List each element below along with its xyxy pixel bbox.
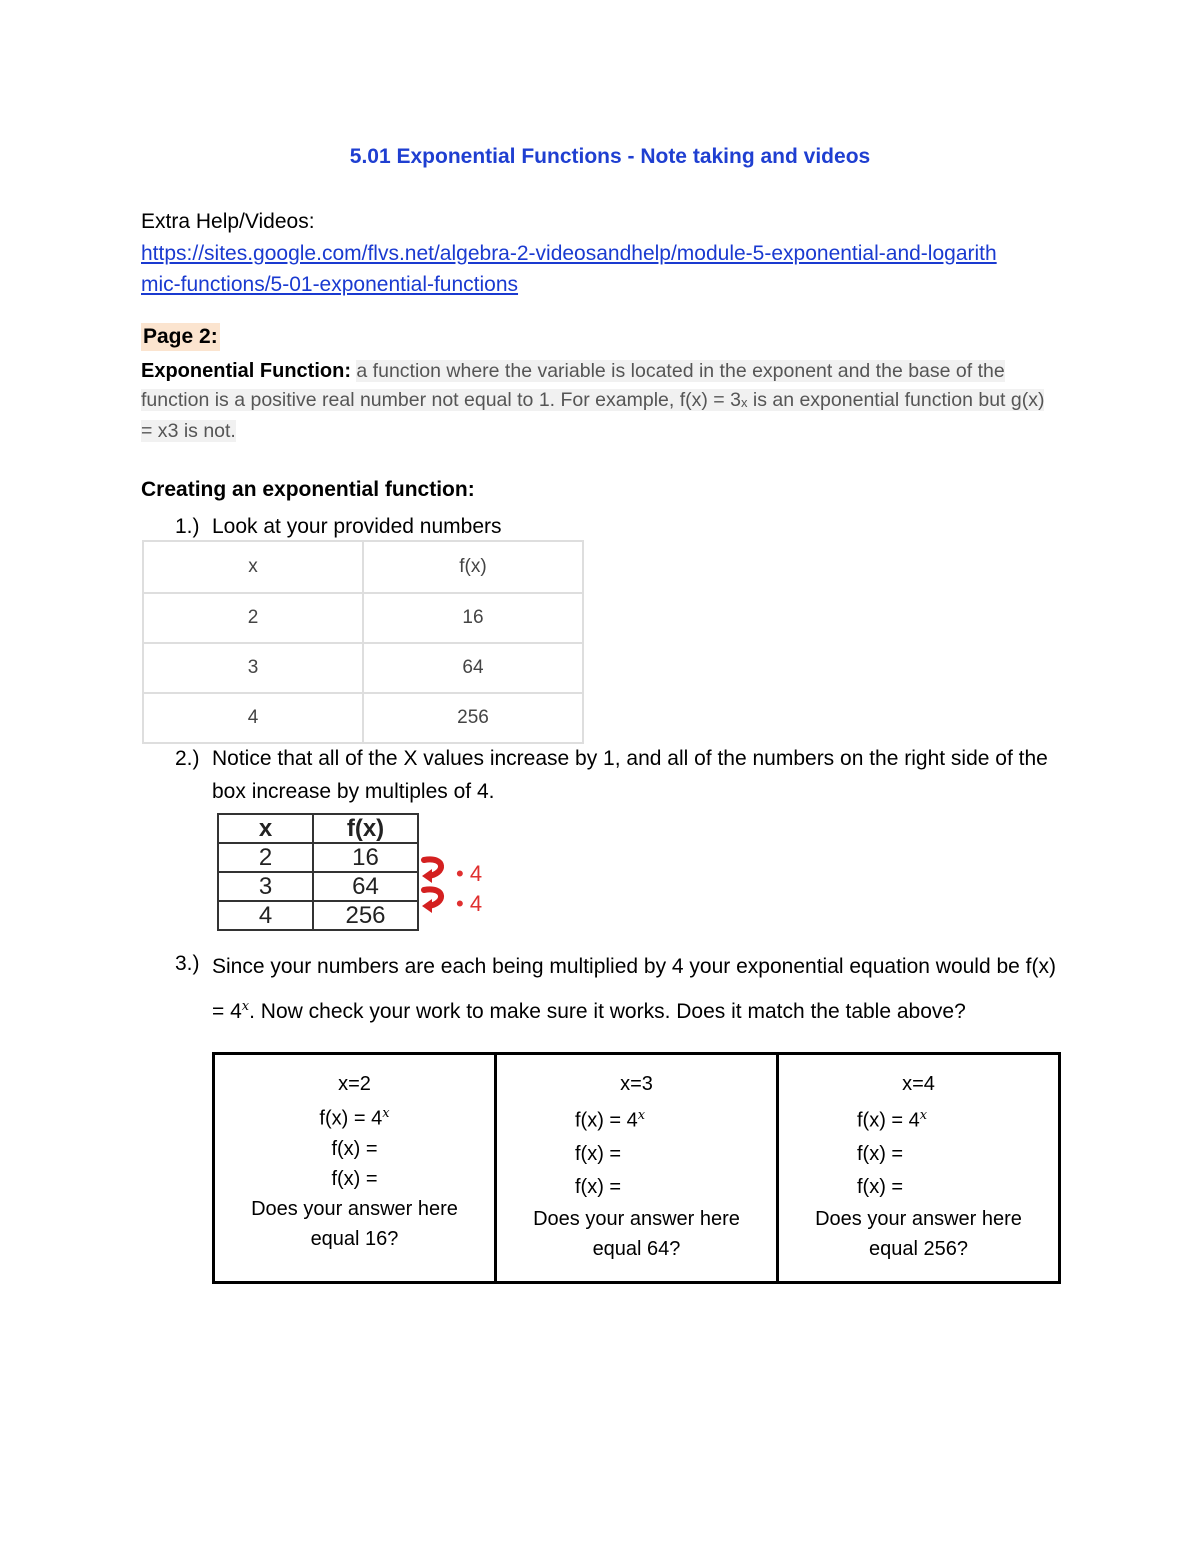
table-cell: 64 (363, 643, 583, 693)
table-cell: 16 (363, 593, 583, 643)
check-line: f(x) = (575, 1142, 622, 1165)
multiplier-label-1: • 4 (456, 861, 483, 886)
step-3-text-b: . Now check your work to make sure it works. Does it match the table above? (249, 1000, 966, 1023)
table-header-fx: f(x) (313, 814, 418, 843)
table-row (218, 901, 418, 930)
table-cell: 3 (218, 872, 313, 901)
check-line: f(x) = (331, 1137, 378, 1160)
check-cell-x4 (778, 1054, 1060, 1283)
page-title: 5.01 Exponential Functions - Note taking and videos (349, 145, 871, 168)
definition-term: Exponential Function: (141, 360, 351, 382)
definition-paragraph (141, 357, 1061, 446)
check-question: equal 64? (592, 1237, 681, 1260)
check-line: f(x) = (857, 1142, 904, 1165)
check-lines (501, 1099, 772, 1204)
check-x-value: x=3 (620, 1073, 653, 1095)
check-x-value: x=2 (338, 1073, 371, 1095)
table-header-x: x (218, 814, 313, 843)
definition-text-c: 3 is not. (167, 420, 236, 442)
table-row (218, 872, 418, 901)
check-eq-text: f(x) = 4 (319, 1107, 383, 1130)
section-heading: Creating an exponential function: (141, 478, 475, 501)
definition-text-a: a function where the variable is located in the exponent and the base of the function is a positive real number not equal to 1. For example, f(x) = 3 (141, 360, 1005, 411)
videos-link-line1[interactable]: https://sites.google.com/flvs.net/algebra-2-videosandhelp/module-5-exponential-and-logarith (141, 242, 997, 265)
check-eq-text: f(x) = 4 (575, 1109, 638, 1132)
check-work-table (212, 1052, 1061, 1284)
step-1-number: 1.) (175, 515, 200, 538)
table-header-x: x (143, 541, 363, 593)
check-question: equal 256? (869, 1237, 968, 1260)
multiplier-label-2: • 4 (456, 891, 483, 916)
check-cell-x3 (496, 1054, 778, 1283)
step-3-text (212, 947, 1072, 1032)
table-row (143, 693, 583, 743)
table-cell: 16 (313, 843, 418, 872)
check-equation (219, 1099, 490, 1134)
check-question: Does your answer here (533, 1207, 740, 1230)
step-3-number: 3.) (175, 952, 200, 975)
table-cell: 2 (218, 843, 313, 872)
table-cell: 256 (313, 901, 418, 930)
videos-link-line2[interactable]: mic-functions/5-01-exponential-functions (141, 273, 519, 296)
table-cell: 3 (143, 643, 363, 693)
check-eq-text: f(x) = 4 (857, 1109, 920, 1132)
check-line: f(x) = (575, 1175, 622, 1198)
check-question: Does your answer here (251, 1197, 458, 1220)
table-cell: 64 (313, 872, 418, 901)
multiplier-table (217, 813, 419, 931)
check-equation (575, 1099, 772, 1138)
check-cell-x2 (214, 1054, 496, 1283)
table-row (214, 1054, 1060, 1283)
step-2-text: Notice that all of the X values increase by 1, and all of the numbers on the right side of the box increase by multiples of 4. (212, 747, 1048, 803)
check-equation (857, 1099, 1054, 1138)
table-cell: 4 (218, 901, 313, 930)
table-row (143, 643, 583, 693)
extra-help-label: Extra Help/Videos: (141, 210, 315, 233)
check-exponent: x (382, 1106, 390, 1121)
check-question: equal 16? (310, 1227, 399, 1250)
page-label: Page 2: (141, 323, 220, 351)
table-row (218, 843, 418, 872)
table-row (143, 593, 583, 643)
step-2-number: 2.) (175, 747, 200, 770)
table-cell: 256 (363, 693, 583, 743)
videos-link[interactable] (141, 238, 1061, 300)
check-line: f(x) = (857, 1175, 904, 1198)
table-header-row (218, 814, 418, 843)
check-lines (783, 1099, 1054, 1204)
step-3-text-a: Since your numbers are each being multiplied by 4 your exponential equation would be f(x) = 4 (212, 955, 1056, 1023)
table-cell: 2 (143, 593, 363, 643)
check-line: f(x) = (331, 1167, 378, 1190)
check-exponent: x (637, 1108, 646, 1123)
check-exponent: x (919, 1108, 928, 1123)
table-cell: 4 (143, 693, 363, 743)
step-1-text: Look at your provided numbers (212, 515, 502, 538)
table-header-fx: f(x) (363, 541, 583, 593)
step-3-exponent: x (241, 999, 250, 1014)
definition-sub-x: x (740, 395, 748, 410)
check-x-value: x=4 (902, 1073, 935, 1095)
table-header-row (143, 541, 583, 593)
check-question: Does your answer here (815, 1207, 1022, 1230)
definition-text-b: is an exponential function but g(x) = x (141, 389, 1045, 442)
values-table (142, 540, 584, 744)
